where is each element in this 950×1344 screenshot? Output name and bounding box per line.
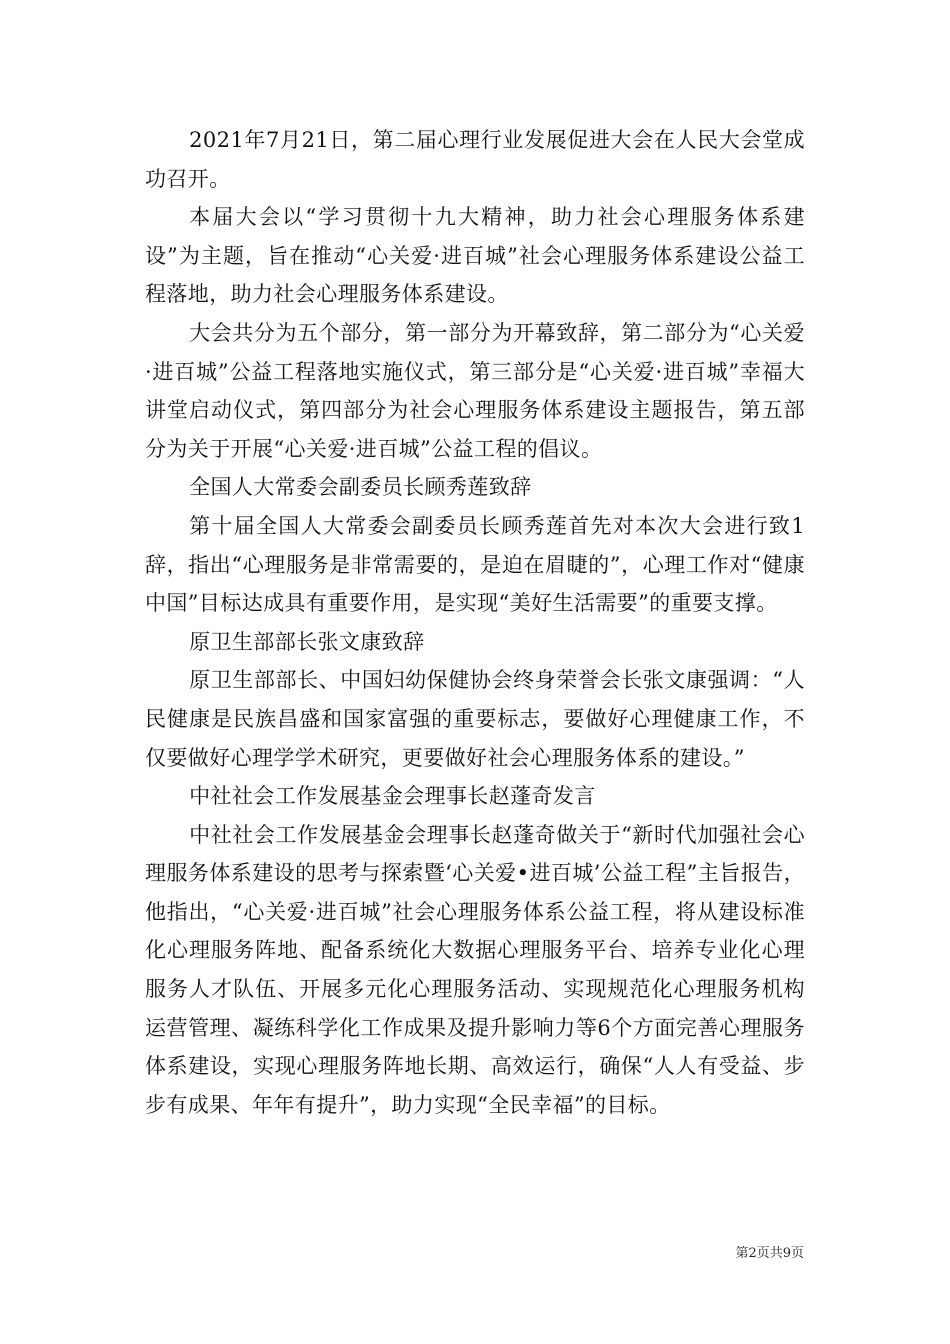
paragraph: 大会共分为五个部分，第一部分为开幕致辞，第二部分为“心关爱·进百城”公益工程落地实施仪式，第三部分是“心关爱·进百城”幸福大讲堂启动仪式，第四部分为社会心理服务体系建设主题报告，第五部分为关于开展“心关爱·进百城”公益工程的倡议。: [145, 320, 805, 461]
paragraph: 2021年7月21日，第二届心理行业发展促进大会在人民大会堂成功召开。: [145, 128, 805, 191]
paragraph: 本届大会以“学习贯彻十九大精神，助力社会心理服务体系建设”为主题，旨在推动“心关爱·进百城”社会心理服务体系建设公益工程落地，助力社会心理服务体系建设。: [145, 205, 805, 307]
page-number-footer: 第2页共9页: [735, 1246, 804, 1261]
section-heading: 中社社会工作发展基金会理事长赵蓬奇发言: [189, 784, 596, 809]
section-heading: 原卫生部部长张文康致辞: [189, 629, 425, 654]
section-heading: 全国人大常委会副委员长顾秀莲致辞: [189, 475, 532, 500]
document-body: [145, 121, 805, 1124]
paragraph: 中社社会工作发展基金会理事长赵蓬奇做关于“新时代加强社会心理服务体系建设的思考与探索暨‘心关爱•进百城’公益工程”主旨报告，他指出，“心关爱·进百城”社会心理服务体系公益工程，将从建设标准化心理服务阵地、配备系统化大数据心理服务平台、培养专业化心理服务人才队伍、开展多元化心理服务活动、实现规范化心理服务机构运营管理、凝练科学化工作成果及提升影响力等6个方面完善心理服务体系建设，实现心理服务阵地长期、高效运行，确保“人人有受益、步步有成果、年年有提升”，助力实现“全民幸福”的目标。: [145, 822, 805, 1117]
paragraph: 原卫生部部长、中国妇幼保健协会终身荣誉会长张文康强调：“人民健康是民族昌盛和国家富强的重要标志，要做好心理健康工作，不仅要做好心理学学术研究，更要做好社会心理服务体系的建设。”: [145, 668, 805, 770]
paragraph: 第十届全国人大常委会副委员长顾秀莲首先对本次大会进行致1辞，指出“心理服务是非常需要的，是迫在眉睫的”，心理工作对“健康中国”目标达成具有重要作用，是实现“美好生活需要”的重要支撑。: [145, 513, 805, 616]
